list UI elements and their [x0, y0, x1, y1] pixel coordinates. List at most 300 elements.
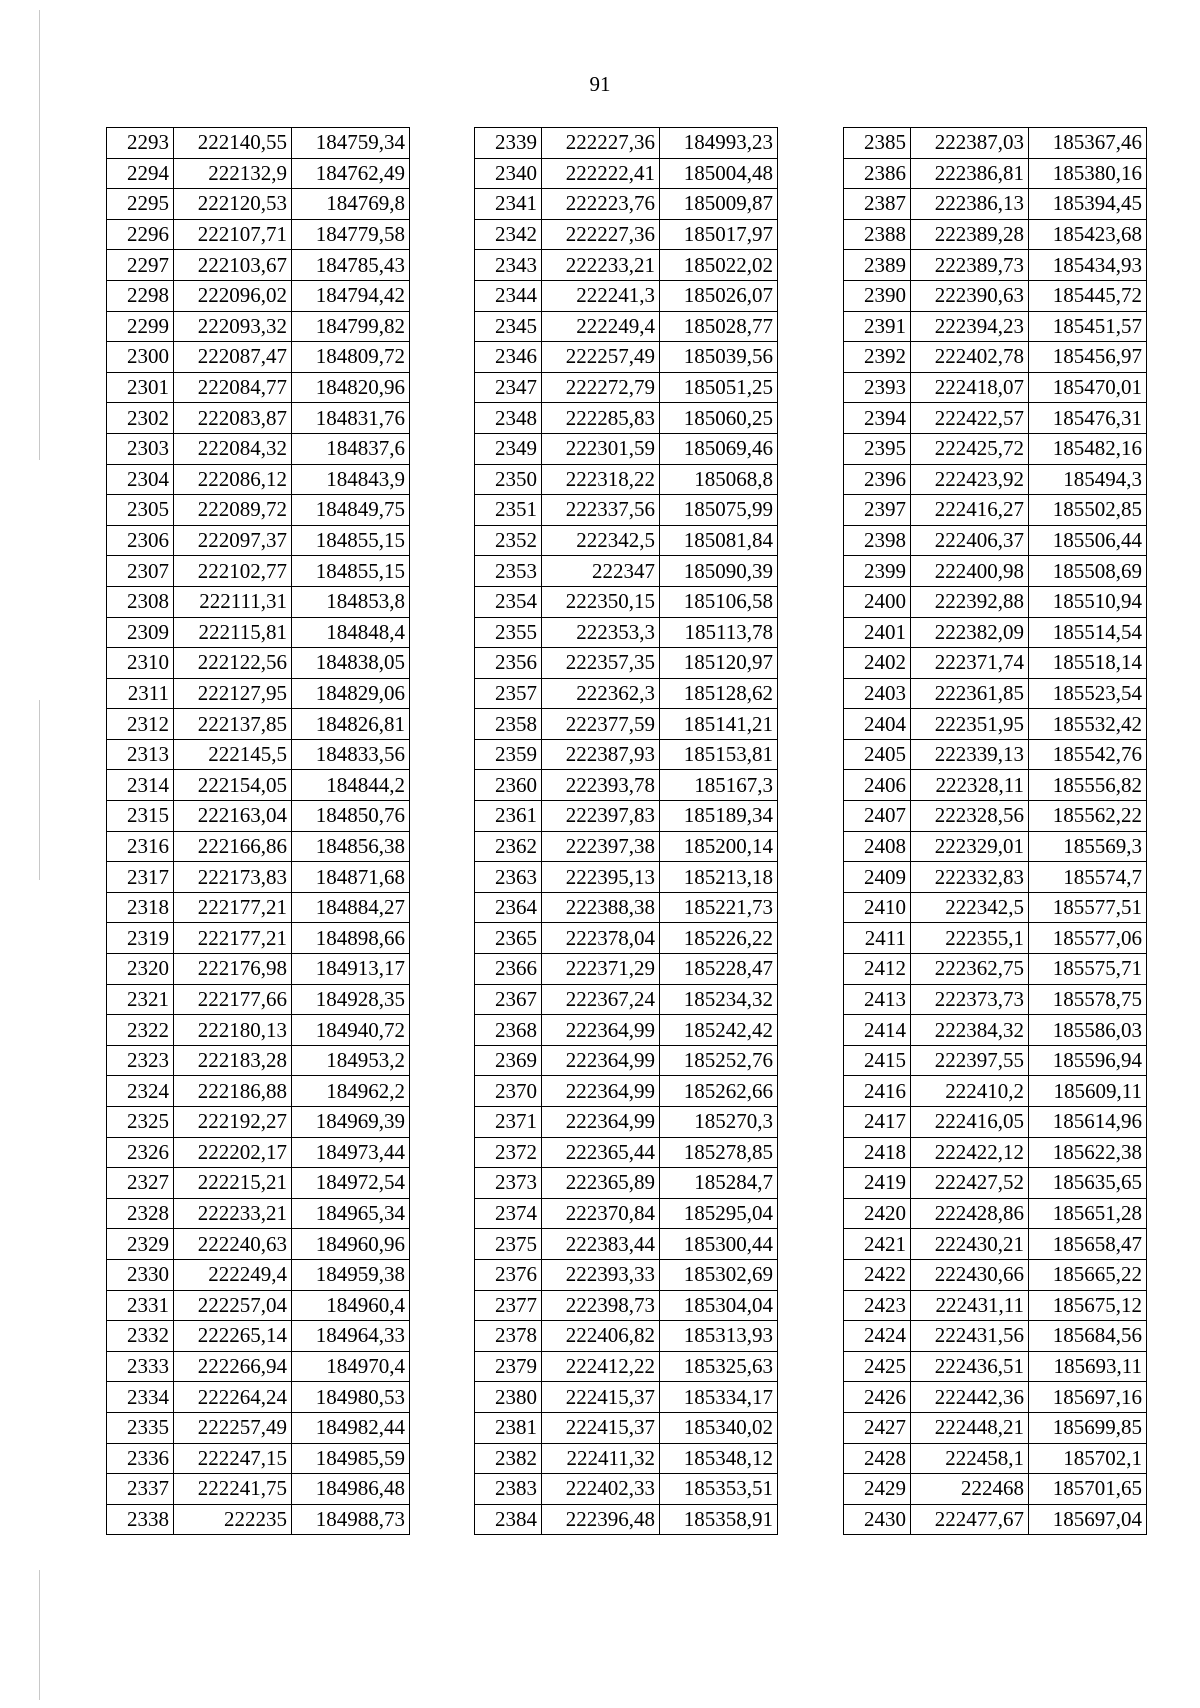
- x-coordinate-cell: 222329,01: [911, 831, 1029, 862]
- table-row: [107, 1137, 410, 1168]
- y-coordinate-cell: 185651,28: [1029, 1198, 1147, 1229]
- y-coordinate-cell: 185200,14: [660, 831, 778, 862]
- x-coordinate-cell: 222145,5: [174, 739, 292, 770]
- x-coordinate-cell: 222362,75: [911, 954, 1029, 985]
- point-number-cell: 2326: [107, 1137, 174, 1168]
- table-row: [475, 1076, 778, 1107]
- point-number-cell: 2375: [475, 1229, 542, 1260]
- point-number-cell: 2309: [107, 617, 174, 648]
- x-coordinate-cell: 222132,9: [174, 158, 292, 189]
- table-row: [107, 586, 410, 617]
- y-coordinate-cell: 185039,56: [660, 342, 778, 373]
- table-row: [475, 1351, 778, 1382]
- point-number-cell: 2402: [844, 648, 911, 679]
- point-number-cell: 2362: [475, 831, 542, 862]
- point-number-cell: 2321: [107, 984, 174, 1015]
- page-number: 91: [589, 72, 611, 96]
- table-row: [107, 1229, 410, 1260]
- x-coordinate-cell: 222395,13: [542, 862, 660, 893]
- point-number-cell: 2395: [844, 433, 911, 464]
- x-coordinate-cell: 222342,5: [542, 525, 660, 556]
- y-coordinate-cell: 185028,77: [660, 311, 778, 342]
- y-coordinate-cell: 185300,44: [660, 1229, 778, 1260]
- x-coordinate-cell: 222468: [911, 1474, 1029, 1505]
- y-coordinate-cell: 184884,27: [292, 892, 410, 923]
- x-coordinate-cell: 222103,67: [174, 250, 292, 281]
- point-number-cell: 2353: [475, 556, 542, 587]
- y-coordinate-cell: 184970,4: [292, 1351, 410, 1382]
- y-coordinate-cell: 185313,93: [660, 1321, 778, 1352]
- table-row: [107, 801, 410, 832]
- point-number-cell: 2296: [107, 219, 174, 250]
- x-coordinate-cell: 222107,71: [174, 219, 292, 250]
- table-row: [475, 586, 778, 617]
- point-number-cell: 2394: [844, 403, 911, 434]
- point-number-cell: 2312: [107, 709, 174, 740]
- y-coordinate-cell: 184853,8: [292, 586, 410, 617]
- x-coordinate-cell: 222097,37: [174, 525, 292, 556]
- table-row: [107, 1290, 410, 1321]
- y-coordinate-cell: 185578,75: [1029, 984, 1147, 1015]
- table-row: [844, 862, 1147, 893]
- y-coordinate-cell: 185394,45: [1029, 189, 1147, 220]
- table-row: [844, 1015, 1147, 1046]
- x-coordinate-cell: 222202,17: [174, 1137, 292, 1168]
- table-row: [844, 189, 1147, 220]
- x-coordinate-cell: 222223,76: [542, 189, 660, 220]
- table-row: [107, 342, 410, 373]
- y-coordinate-cell: 184769,8: [292, 189, 410, 220]
- x-coordinate-cell: 222383,44: [542, 1229, 660, 1260]
- x-coordinate-cell: 222154,05: [174, 770, 292, 801]
- point-number-cell: 2325: [107, 1107, 174, 1138]
- point-number-cell: 2297: [107, 250, 174, 281]
- table-row: [844, 158, 1147, 189]
- y-coordinate-cell: 185141,21: [660, 709, 778, 740]
- y-coordinate-cell: 184820,96: [292, 372, 410, 403]
- y-coordinate-cell: 185340,02: [660, 1412, 778, 1443]
- x-coordinate-cell: 222084,32: [174, 433, 292, 464]
- y-coordinate-cell: 184940,72: [292, 1015, 410, 1046]
- point-number-cell: 2382: [475, 1443, 542, 1474]
- table-row: [107, 464, 410, 495]
- point-number-cell: 2377: [475, 1290, 542, 1321]
- point-number-cell: 2356: [475, 648, 542, 679]
- table-row: [475, 342, 778, 373]
- table-row: [475, 1443, 778, 1474]
- x-coordinate-cell: 222183,28: [174, 1045, 292, 1076]
- point-number-cell: 2414: [844, 1015, 911, 1046]
- table-row: [844, 586, 1147, 617]
- y-coordinate-cell: 185026,07: [660, 280, 778, 311]
- table-row: [475, 495, 778, 526]
- table-row: [844, 1137, 1147, 1168]
- point-number-cell: 2345: [475, 311, 542, 342]
- x-coordinate-cell: 222186,88: [174, 1076, 292, 1107]
- y-coordinate-cell: 185060,25: [660, 403, 778, 434]
- point-number-cell: 2329: [107, 1229, 174, 1260]
- point-number-cell: 2404: [844, 709, 911, 740]
- table-row: [844, 1076, 1147, 1107]
- table-row: [475, 158, 778, 189]
- x-coordinate-cell: 222257,04: [174, 1290, 292, 1321]
- table-row: [107, 219, 410, 250]
- table-row: [107, 1168, 410, 1199]
- x-coordinate-cell: 222342,5: [911, 892, 1029, 923]
- point-number-cell: 2315: [107, 801, 174, 832]
- y-coordinate-cell: 185701,65: [1029, 1474, 1147, 1505]
- x-coordinate-cell: 222423,92: [911, 464, 1029, 495]
- y-coordinate-cell: 185334,17: [660, 1382, 778, 1413]
- point-number-cell: 2304: [107, 464, 174, 495]
- x-coordinate-cell: 222425,72: [911, 433, 1029, 464]
- x-coordinate-cell: 222102,77: [174, 556, 292, 587]
- point-number-cell: 2425: [844, 1351, 911, 1382]
- point-number-cell: 2323: [107, 1045, 174, 1076]
- x-coordinate-cell: 222365,44: [542, 1137, 660, 1168]
- x-coordinate-cell: 222387,93: [542, 739, 660, 770]
- table-row: [107, 556, 410, 587]
- y-coordinate-cell: 185226,22: [660, 923, 778, 954]
- table-row: [844, 892, 1147, 923]
- y-coordinate-cell: 184762,49: [292, 158, 410, 189]
- table-row: [844, 1504, 1147, 1535]
- y-coordinate-cell: 184965,34: [292, 1198, 410, 1229]
- y-coordinate-cell: 185106,58: [660, 586, 778, 617]
- point-number-cell: 2361: [475, 801, 542, 832]
- point-number-cell: 2338: [107, 1504, 174, 1535]
- y-coordinate-cell: 185051,25: [660, 372, 778, 403]
- x-coordinate-cell: 222364,99: [542, 1107, 660, 1138]
- point-number-cell: 2371: [475, 1107, 542, 1138]
- y-coordinate-cell: 184759,34: [292, 128, 410, 159]
- y-coordinate-cell: 185518,14: [1029, 648, 1147, 679]
- x-coordinate-cell: 222448,21: [911, 1412, 1029, 1443]
- table-row: [475, 1321, 778, 1352]
- y-coordinate-cell: 185562,22: [1029, 801, 1147, 832]
- table-row: [844, 1168, 1147, 1199]
- table-row: [107, 709, 410, 740]
- y-coordinate-cell: 185189,34: [660, 801, 778, 832]
- y-coordinate-cell: 185506,44: [1029, 525, 1147, 556]
- x-coordinate-cell: 222415,37: [542, 1382, 660, 1413]
- y-coordinate-cell: 185574,7: [1029, 862, 1147, 893]
- y-coordinate-cell: 185470,01: [1029, 372, 1147, 403]
- point-number-cell: 2354: [475, 586, 542, 617]
- x-coordinate-cell: 222397,83: [542, 801, 660, 832]
- x-coordinate-cell: 222370,84: [542, 1198, 660, 1229]
- y-coordinate-cell: 184960,4: [292, 1290, 410, 1321]
- y-coordinate-cell: 185069,46: [660, 433, 778, 464]
- x-coordinate-cell: 222389,28: [911, 219, 1029, 250]
- table-row: [844, 1229, 1147, 1260]
- x-coordinate-cell: 222332,83: [911, 862, 1029, 893]
- table-row: [475, 128, 778, 159]
- table-row: [475, 1045, 778, 1076]
- x-coordinate-cell: 222402,33: [542, 1474, 660, 1505]
- x-coordinate-cell: 222373,73: [911, 984, 1029, 1015]
- y-coordinate-cell: 185434,93: [1029, 250, 1147, 281]
- y-coordinate-cell: 185523,54: [1029, 678, 1147, 709]
- x-coordinate-cell: 222396,48: [542, 1504, 660, 1535]
- point-number-cell: 2363: [475, 862, 542, 893]
- y-coordinate-cell: 185577,51: [1029, 892, 1147, 923]
- y-coordinate-cell: 185367,46: [1029, 128, 1147, 159]
- point-number-cell: 2358: [475, 709, 542, 740]
- y-coordinate-cell: 185445,72: [1029, 280, 1147, 311]
- table-row: [107, 1045, 410, 1076]
- y-coordinate-cell: 184962,2: [292, 1076, 410, 1107]
- x-coordinate-cell: 222357,35: [542, 648, 660, 679]
- table-row: [475, 923, 778, 954]
- y-coordinate-cell: 185081,84: [660, 525, 778, 556]
- x-coordinate-cell: 222266,94: [174, 1351, 292, 1382]
- x-coordinate-cell: 222458,1: [911, 1443, 1029, 1474]
- x-coordinate-cell: 222389,73: [911, 250, 1029, 281]
- y-coordinate-cell: 184953,2: [292, 1045, 410, 1076]
- point-number-cell: 2426: [844, 1382, 911, 1413]
- table-row: [844, 1259, 1147, 1290]
- x-coordinate-cell: 222387,03: [911, 128, 1029, 159]
- y-coordinate-cell: 184980,53: [292, 1382, 410, 1413]
- y-coordinate-cell: 185693,11: [1029, 1351, 1147, 1382]
- y-coordinate-cell: 185234,32: [660, 984, 778, 1015]
- x-coordinate-cell: 222406,82: [542, 1321, 660, 1352]
- point-number-cell: 2337: [107, 1474, 174, 1505]
- x-coordinate-cell: 222362,3: [542, 678, 660, 709]
- x-coordinate-cell: 222350,15: [542, 586, 660, 617]
- point-number-cell: 2372: [475, 1137, 542, 1168]
- point-number-cell: 2334: [107, 1382, 174, 1413]
- point-number-cell: 2317: [107, 862, 174, 893]
- x-coordinate-cell: 222364,99: [542, 1015, 660, 1046]
- x-coordinate-cell: 222384,32: [911, 1015, 1029, 1046]
- table-row: [107, 1076, 410, 1107]
- y-coordinate-cell: 185556,82: [1029, 770, 1147, 801]
- y-coordinate-cell: 185017,97: [660, 219, 778, 250]
- y-coordinate-cell: 184973,44: [292, 1137, 410, 1168]
- y-coordinate-cell: 185575,71: [1029, 954, 1147, 985]
- y-coordinate-cell: 184794,42: [292, 280, 410, 311]
- x-coordinate-cell: 222301,59: [542, 433, 660, 464]
- point-number-cell: 2390: [844, 280, 911, 311]
- table-row: [107, 954, 410, 985]
- table-row: [107, 525, 410, 556]
- x-coordinate-cell: 222371,29: [542, 954, 660, 985]
- x-coordinate-cell: 222393,33: [542, 1259, 660, 1290]
- table-row: [107, 1443, 410, 1474]
- point-number-cell: 2330: [107, 1259, 174, 1290]
- point-number-cell: 2418: [844, 1137, 911, 1168]
- y-coordinate-cell: 184982,44: [292, 1412, 410, 1443]
- x-coordinate-cell: 222087,47: [174, 342, 292, 373]
- y-coordinate-cell: 185113,78: [660, 617, 778, 648]
- y-coordinate-cell: 185675,12: [1029, 1290, 1147, 1321]
- y-coordinate-cell: 184871,68: [292, 862, 410, 893]
- y-coordinate-cell: 185348,12: [660, 1443, 778, 1474]
- point-number-cell: 2393: [844, 372, 911, 403]
- point-number-cell: 2399: [844, 556, 911, 587]
- x-coordinate-cell: 222111,31: [174, 586, 292, 617]
- x-coordinate-cell: 222241,75: [174, 1474, 292, 1505]
- table-row: [107, 617, 410, 648]
- point-number-cell: 2430: [844, 1504, 911, 1535]
- coordinates-table-1: [106, 127, 410, 1535]
- table-row: [475, 433, 778, 464]
- point-number-cell: 2341: [475, 189, 542, 220]
- x-coordinate-cell: 222361,85: [911, 678, 1029, 709]
- y-coordinate-cell: 185009,87: [660, 189, 778, 220]
- x-coordinate-cell: 222166,86: [174, 831, 292, 862]
- x-coordinate-cell: 222442,36: [911, 1382, 1029, 1413]
- table-row: [475, 770, 778, 801]
- x-coordinate-cell: 222257,49: [174, 1412, 292, 1443]
- y-coordinate-cell: 185684,56: [1029, 1321, 1147, 1352]
- point-number-cell: 2359: [475, 739, 542, 770]
- point-number-cell: 2378: [475, 1321, 542, 1352]
- point-number-cell: 2340: [475, 158, 542, 189]
- x-coordinate-cell: 222227,36: [542, 128, 660, 159]
- x-coordinate-cell: 222394,23: [911, 311, 1029, 342]
- table-row: [475, 250, 778, 281]
- x-coordinate-cell: 222086,12: [174, 464, 292, 495]
- y-coordinate-cell: 185304,04: [660, 1290, 778, 1321]
- point-number-cell: 2294: [107, 158, 174, 189]
- y-coordinate-cell: 185167,3: [660, 770, 778, 801]
- x-coordinate-cell: 222364,99: [542, 1045, 660, 1076]
- point-number-cell: 2307: [107, 556, 174, 587]
- point-number-cell: 2314: [107, 770, 174, 801]
- x-coordinate-cell: 222140,55: [174, 128, 292, 159]
- x-coordinate-cell: 222120,53: [174, 189, 292, 220]
- x-coordinate-cell: 222390,63: [911, 280, 1029, 311]
- table-row: [844, 1351, 1147, 1382]
- table-row: [475, 1229, 778, 1260]
- coordinates-table-3: [843, 127, 1147, 1535]
- table-row: [844, 403, 1147, 434]
- x-coordinate-cell: 222339,13: [911, 739, 1029, 770]
- table-row: [107, 403, 410, 434]
- point-number-cell: 2305: [107, 495, 174, 526]
- point-number-cell: 2299: [107, 311, 174, 342]
- table-row: [475, 1168, 778, 1199]
- table-row: [107, 648, 410, 679]
- table-row: [107, 311, 410, 342]
- point-number-cell: 2360: [475, 770, 542, 801]
- x-coordinate-cell: 222318,22: [542, 464, 660, 495]
- y-coordinate-cell: 185090,39: [660, 556, 778, 587]
- table-row: [844, 433, 1147, 464]
- x-coordinate-cell: 222388,38: [542, 892, 660, 923]
- point-number-cell: 2366: [475, 954, 542, 985]
- table-row: [107, 678, 410, 709]
- x-coordinate-cell: 222177,21: [174, 923, 292, 954]
- y-coordinate-cell: 184850,76: [292, 801, 410, 832]
- point-number-cell: 2365: [475, 923, 542, 954]
- table-row: [475, 525, 778, 556]
- table-row: [475, 892, 778, 923]
- point-number-cell: 2400: [844, 586, 911, 617]
- table-row: [844, 556, 1147, 587]
- point-number-cell: 2306: [107, 525, 174, 556]
- y-coordinate-cell: 185609,11: [1029, 1076, 1147, 1107]
- y-coordinate-cell: 185153,81: [660, 739, 778, 770]
- point-number-cell: 2419: [844, 1168, 911, 1199]
- point-number-cell: 2398: [844, 525, 911, 556]
- table-row: [475, 1198, 778, 1229]
- table-row: [844, 1443, 1147, 1474]
- scan-margin-line: [39, 700, 40, 880]
- y-coordinate-cell: 185353,51: [660, 1474, 778, 1505]
- table-row: [475, 556, 778, 587]
- table-row: [475, 1015, 778, 1046]
- table-row: [475, 1412, 778, 1443]
- x-coordinate-cell: 222235: [174, 1504, 292, 1535]
- point-number-cell: 2319: [107, 923, 174, 954]
- x-coordinate-cell: 222089,72: [174, 495, 292, 526]
- x-coordinate-cell: 222241,3: [542, 280, 660, 311]
- table-row: [107, 1351, 410, 1382]
- x-coordinate-cell: 222328,56: [911, 801, 1029, 832]
- point-number-cell: 2316: [107, 831, 174, 862]
- y-coordinate-cell: 185665,22: [1029, 1259, 1147, 1290]
- table-row: [844, 984, 1147, 1015]
- table-row: [107, 433, 410, 464]
- table-row: [475, 1474, 778, 1505]
- y-coordinate-cell: 184960,96: [292, 1229, 410, 1260]
- table-row: [844, 770, 1147, 801]
- y-coordinate-cell: 184913,17: [292, 954, 410, 985]
- x-coordinate-cell: 222215,21: [174, 1168, 292, 1199]
- y-coordinate-cell: 184959,38: [292, 1259, 410, 1290]
- point-number-cell: 2407: [844, 801, 911, 832]
- y-coordinate-cell: 184993,23: [660, 128, 778, 159]
- table-row: [844, 250, 1147, 281]
- point-number-cell: 2405: [844, 739, 911, 770]
- point-number-cell: 2403: [844, 678, 911, 709]
- y-coordinate-cell: 184855,15: [292, 525, 410, 556]
- point-number-cell: 2424: [844, 1321, 911, 1352]
- scan-margin-line: [39, 1570, 40, 1700]
- x-coordinate-cell: 222272,79: [542, 372, 660, 403]
- point-number-cell: 2311: [107, 678, 174, 709]
- table-row: [107, 158, 410, 189]
- y-coordinate-cell: 185228,47: [660, 954, 778, 985]
- y-coordinate-cell: 185358,91: [660, 1504, 778, 1535]
- table-row: [475, 189, 778, 220]
- y-coordinate-cell: 185270,3: [660, 1107, 778, 1138]
- y-coordinate-cell: 185128,62: [660, 678, 778, 709]
- point-number-cell: 2295: [107, 189, 174, 220]
- point-number-cell: 2368: [475, 1015, 542, 1046]
- x-coordinate-cell: 222422,12: [911, 1137, 1029, 1168]
- table-row: [475, 1137, 778, 1168]
- y-coordinate-cell: 185532,42: [1029, 709, 1147, 740]
- table-row: [475, 219, 778, 250]
- x-coordinate-cell: 222127,95: [174, 678, 292, 709]
- x-coordinate-cell: 222240,63: [174, 1229, 292, 1260]
- x-coordinate-cell: 222412,22: [542, 1351, 660, 1382]
- table-row: [844, 648, 1147, 679]
- point-number-cell: 2408: [844, 831, 911, 862]
- y-coordinate-cell: 184838,05: [292, 648, 410, 679]
- point-number-cell: 2369: [475, 1045, 542, 1076]
- table-row: [475, 1290, 778, 1321]
- point-number-cell: 2428: [844, 1443, 911, 1474]
- x-coordinate-cell: 222398,73: [542, 1290, 660, 1321]
- y-coordinate-cell: 185284,7: [660, 1168, 778, 1199]
- table-row: [844, 1107, 1147, 1138]
